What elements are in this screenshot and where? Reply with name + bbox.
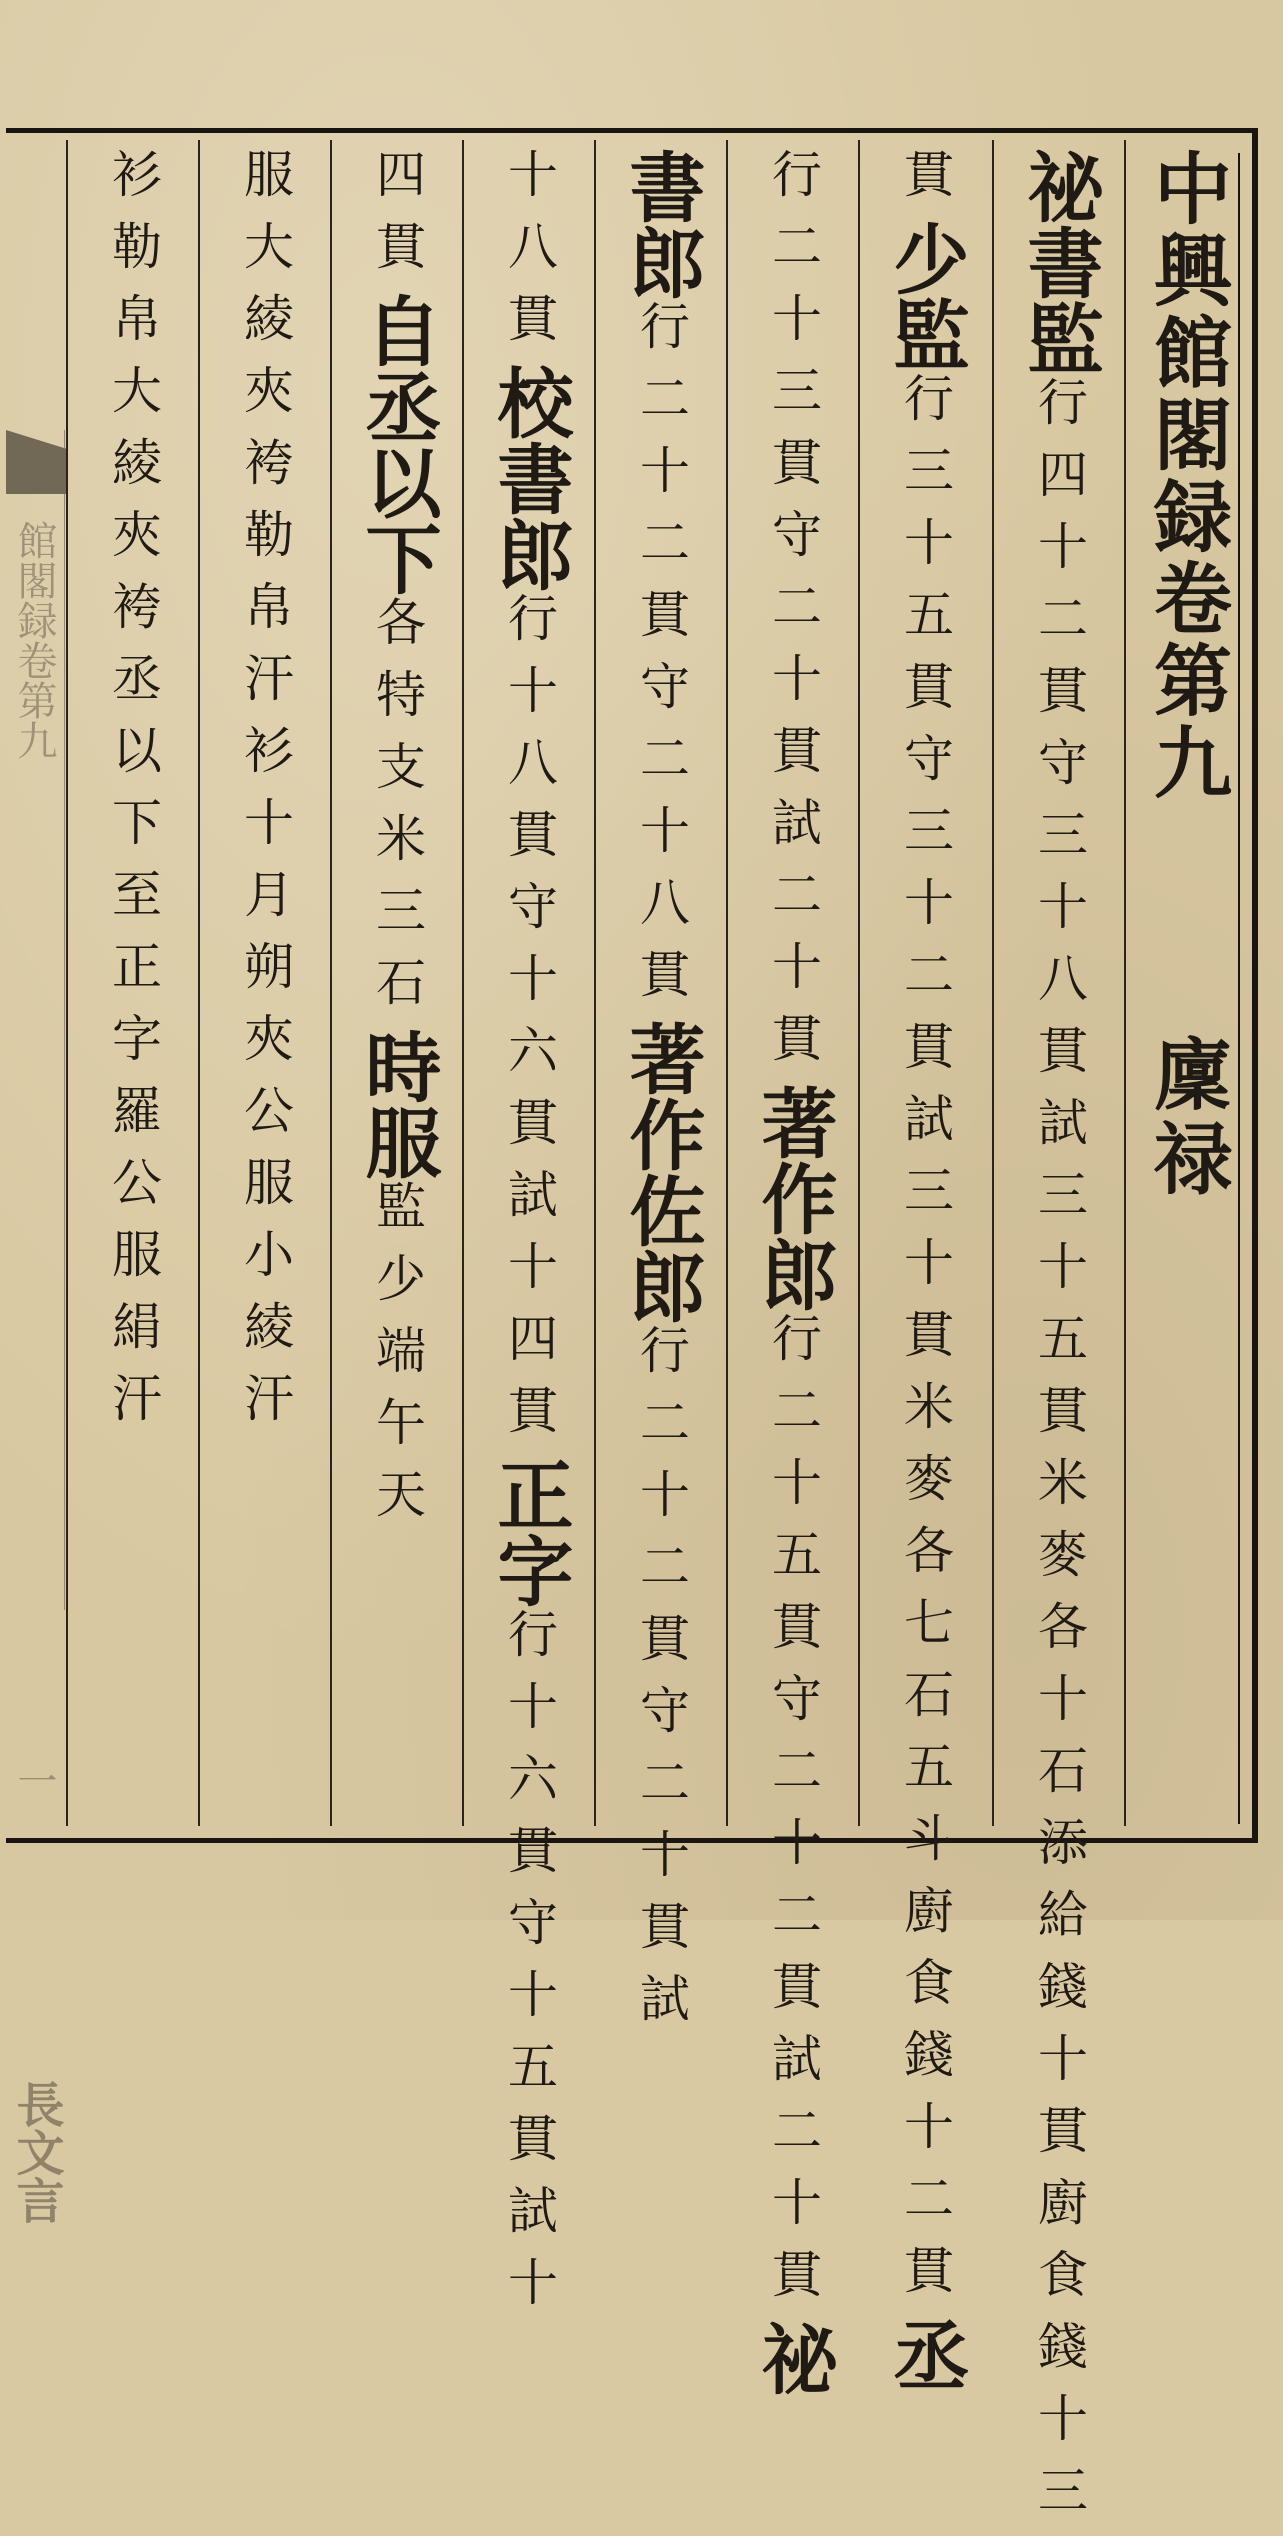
clothing-text: 服大綾夾袴勒帛汗衫十月朔夾公服小綾汗 xyxy=(236,148,294,1444)
text-column-3 xyxy=(728,148,858,2396)
salary-text: 各特支米三石 xyxy=(368,596,426,1028)
salary-text: 行十八貫守十六貫試十四貫 xyxy=(500,592,558,1456)
office-heading: 著作佐郎 xyxy=(617,1020,706,1324)
office-heading: 丞 xyxy=(881,2316,970,2392)
title-column xyxy=(1130,148,1242,1820)
office-heading: 書郎 xyxy=(617,148,706,300)
text-column-1 xyxy=(994,148,1124,2536)
folio-number: 一 xyxy=(11,1760,57,1800)
salary-text: 行二十三貫守二十貫試二十貫 xyxy=(764,148,822,1084)
salary-text: 貫 xyxy=(896,148,954,220)
salary-text: 十八貫 xyxy=(500,148,558,364)
seal-text: 長文言 xyxy=(8,2080,64,2224)
salary-text: 四貫 xyxy=(368,148,426,292)
margin-note: 館閣録卷第九 xyxy=(11,520,57,760)
salary-text: 行十六貫守十五貫試十 xyxy=(500,1608,558,2328)
office-heading: 著作郎 xyxy=(749,1084,838,1312)
text-column-8 xyxy=(68,148,198,1820)
salary-text: 行三十五貫守三十二貫試三十貫米麥各七石五斗廚食錢十二貫 xyxy=(896,372,954,2316)
column-rule xyxy=(1124,140,1126,1826)
salary-text: 監少端午天 xyxy=(368,1180,426,1540)
text-column-5 xyxy=(464,148,594,2328)
salary-text: 行四十二貫守三十八貫試三十五貫米麥各十石添給錢十貫廚食錢十三 xyxy=(1030,376,1088,2536)
salary-text: 行二十二貫守二十貫試 xyxy=(632,1324,690,2044)
office-heading: 少監 xyxy=(881,220,970,372)
office-heading: 校書郎 xyxy=(485,364,574,592)
office-heading: 自丞以下 xyxy=(353,292,442,596)
office-heading: 祕書監 xyxy=(1015,148,1104,376)
salary-text: 行二十五貫守二十二貫試二十貫 xyxy=(764,1312,822,2320)
section-heading: 廩禄 xyxy=(1141,1034,1232,1202)
text-column-2 xyxy=(860,148,990,2392)
text-column-6 xyxy=(332,148,462,1820)
text-column-4 xyxy=(596,148,726,2044)
office-heading: 正字 xyxy=(485,1456,574,1608)
clothing-text: 衫勒帛大綾夾袴丞以下至正字羅公服絹汗 xyxy=(104,148,162,1444)
office-heading: 時服 xyxy=(353,1028,442,1180)
office-heading: 祕 xyxy=(749,2320,838,2396)
salary-text: 行二十二貫守二十八貫 xyxy=(632,300,690,1020)
book-title: 中興館閣録卷第九 xyxy=(1141,148,1232,804)
text-column-7 xyxy=(200,148,330,1820)
